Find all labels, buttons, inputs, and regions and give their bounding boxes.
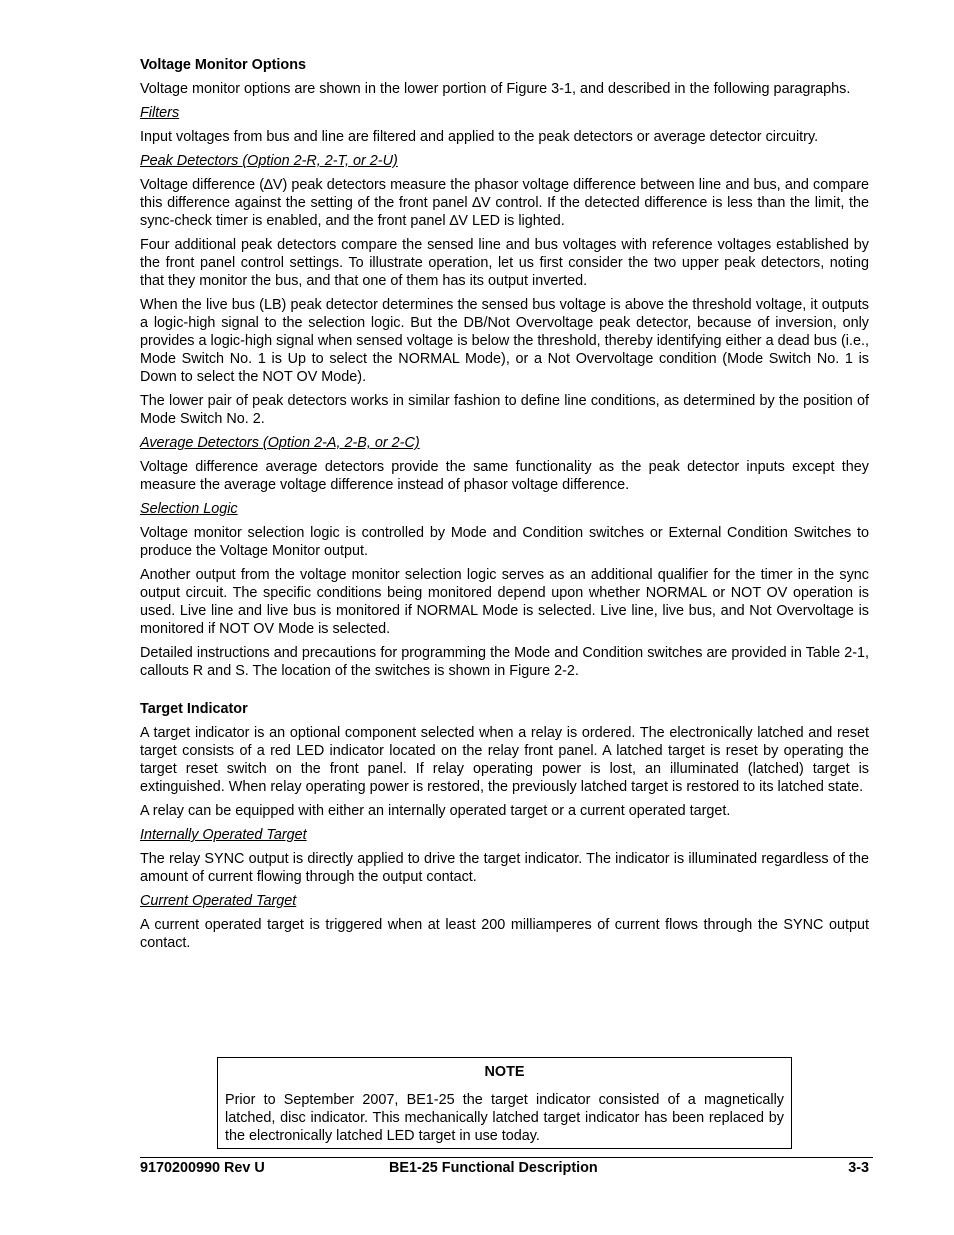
paragraph: The relay SYNC output is directly applied to drive the target indicator. The indicator is illuminated regardless of the amount of current flowing through the output contact.: [140, 851, 869, 885]
subheading-peak-detectors: Peak Detectors (Option 2-R, 2-T, or 2-U): [140, 153, 398, 169]
paragraph: Another output from the voltage monitor selection logic serves as an additional qualifier for the timer in the sync output circuit. The specific conditions being monitored depend upon whether NORMAL or NOT OV operation is used. Live line and live bus is monitored if NORMAL Mode is selected. Live line, live bus, and Not Overvoltage is monitored if NOT OV Mode is selected.: [140, 567, 869, 637]
footer-page-number: 3-3: [848, 1160, 869, 1176]
paragraph: When the live bus (LB) peak detector determines the sensed bus voltage is above the threshold voltage, it outputs a logic-high signal to the selection logic. But the DB/Not Overvoltage peak detector, because of inversion, only provides a logic-high signal when sensed voltage is below the threshold, thereby identifying either a dead bus (i.e., Mode Switch No. 1 is Up to select the NORMAL Mode), or a Not Overvoltage condition (Mode Switch No. 1 is Down to select the NOT OV Mode).: [140, 297, 869, 385]
footer-doc-number: 9170200990 Rev U: [140, 1160, 265, 1176]
paragraph: Voltage monitor options are shown in the lower portion of Figure 3-1, and described in the following paragraphs.: [140, 81, 851, 97]
footer-title: BE1-25 Functional Description: [389, 1160, 598, 1176]
page-footer: [140, 1160, 869, 1180]
paragraph: Four additional peak detectors compare the sensed line and bus voltages with reference voltages established by the front panel control settings. To illustrate operation, let us first consider the two upper peak detectors, noting that they monitor the bus, and that one of them has its output inverted.: [140, 237, 869, 289]
subheading-internally-operated-target: Internally Operated Target: [140, 827, 307, 843]
paragraph: Input voltages from bus and line are filtered and applied to the peak detectors or average detector circuitry.: [140, 129, 819, 145]
subheading-selection-logic: Selection Logic: [140, 501, 238, 517]
paragraph: A relay can be equipped with either an internally operated target or a current operated target.: [140, 803, 731, 819]
note-text: Prior to September 2007, BE1-25 the target indicator consisted of a magnetically latched, disc indicator. This mechanically latched target indicator has been replaced by the electronically latched LED target in use today.: [225, 1092, 784, 1144]
paragraph: A target indicator is an optional component selected when a relay is ordered. The electronically latched and reset target consists of a red LED indicator located on the relay front panel. A latched target is reset by operating the target reset switch on the front panel. If relay operating power is lost, an illuminated (latched) target is extinguished. When relay operating power is restored, the previously latched target is restored to its latched state.: [140, 725, 869, 795]
paragraph: Detailed instructions and precautions for programming the Mode and Condition switches are provided in Table 2-1, callouts R and S. The location of the switches is shown in Figure 2-2.: [140, 645, 869, 679]
subheading-average-detectors: Average Detectors (Option 2-A, 2-B, or 2-C): [140, 435, 420, 451]
paragraph: A current operated target is triggered when at least 200 milliamperes of current flows through the SYNC output contact.: [140, 917, 869, 951]
footer-rule: [140, 1157, 873, 1158]
subheading-filters: Filters: [140, 105, 180, 121]
note-title: NOTE: [484, 1064, 525, 1080]
section-heading: Voltage Monitor Options: [140, 57, 307, 73]
paragraph: Voltage monitor selection logic is controlled by Mode and Condition switches or External Condition Switches to produce the Voltage Monitor output.: [140, 525, 869, 559]
note-box: [217, 1057, 792, 1149]
subheading-current-operated-target: Current Operated Target: [140, 893, 297, 909]
paragraph: Voltage difference (∆V) peak detectors measure the phasor voltage difference between line and bus, and compare this difference against the setting of the front panel ∆V control. If the detected difference is less than the limit, the sync-check timer is enabled, and the front panel ∆V LED is lighted.: [140, 177, 869, 229]
paragraph: Voltage difference average detectors provide the same functionality as the peak detector inputs except they measure the average voltage difference instead of phasor voltage difference.: [140, 459, 869, 493]
page-body: [140, 56, 869, 958]
paragraph: The lower pair of peak detectors works in similar fashion to define line conditions, as determined by the position of Mode Switch No. 2.: [140, 393, 869, 427]
target-indicator-heading: Target Indicator: [140, 701, 248, 717]
